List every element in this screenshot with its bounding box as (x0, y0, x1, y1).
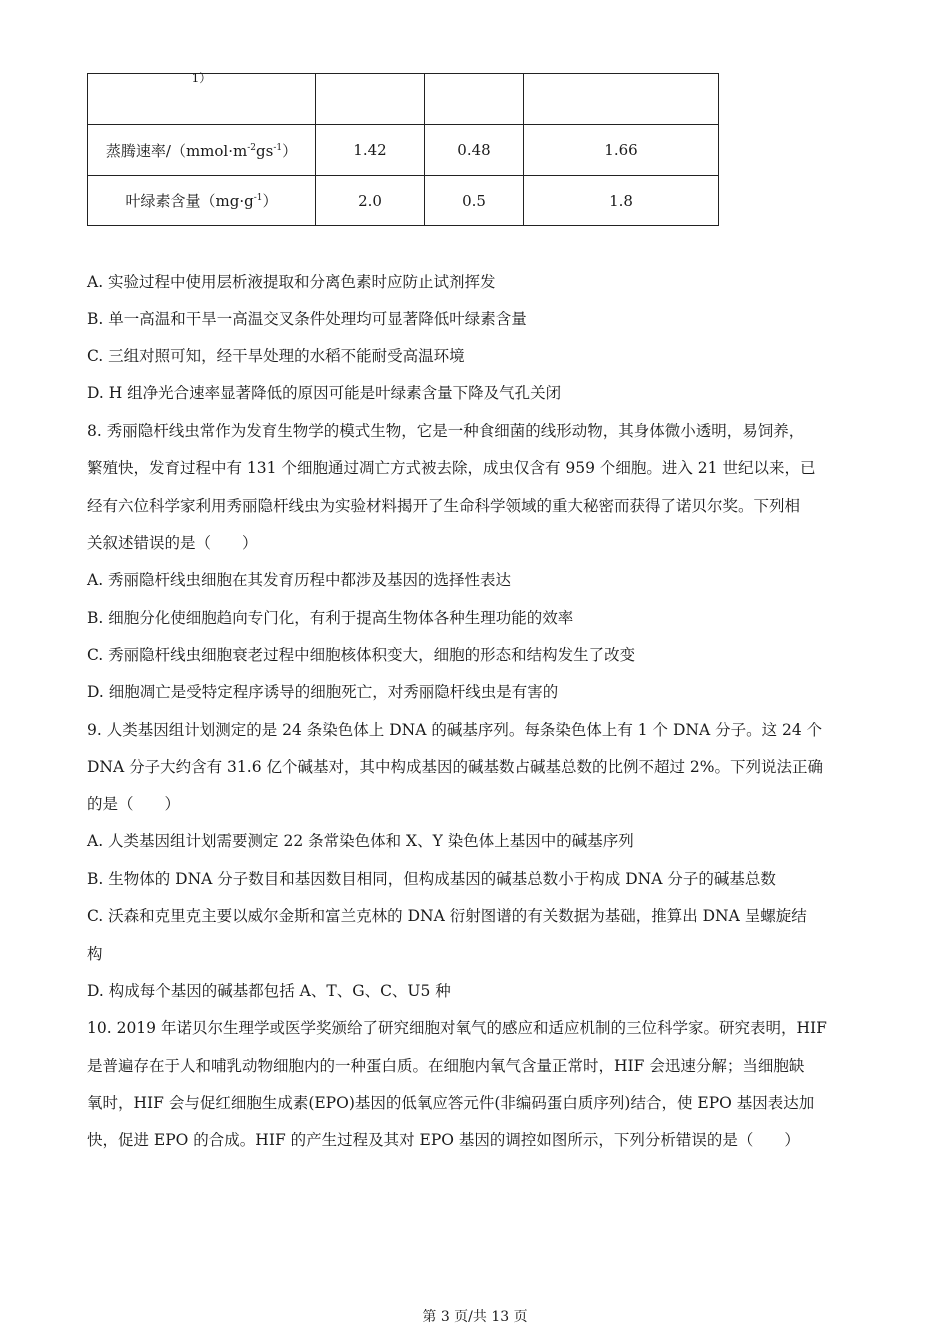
question-text-line: 的是（ ） (87, 795, 181, 813)
page-footer: 第 3 页/共 13 页 (422, 1309, 528, 1325)
data-table (87, 73, 719, 226)
table-cell: 1.8 (524, 176, 719, 226)
option-line: C. 沃森和克里克主要以威尔金斯和富兰克林的 DNA 衍射图谱的有关数据为基础，推算出 DNA 呈螺旋结 (87, 907, 807, 925)
question-text-line: 8. 秀丽隐杆线虫常作为发育生物学的模式生物，它是一种食细菌的线形动物，其身体微小透明，易饲养， (87, 422, 805, 440)
option-line: C. 三组对照可知，经干旱处理的水稻不能耐受高温环境 (87, 347, 465, 365)
table-cell: 2.0 (316, 176, 425, 226)
question-text-line: 9. 人类基因组计划测定的是 24 条染色体上 DNA 的碱基序列。每条染色体上有 1 个 DNA 分子。这 24 个 (87, 721, 823, 739)
option-line: C. 秀丽隐杆线虫细胞衰老过程中细胞核体积变大，细胞的形态和结构发生了改变 (87, 646, 636, 664)
table-cell (425, 74, 524, 125)
table-cell (316, 74, 425, 125)
table-cell: 0.5 (425, 176, 524, 226)
option-line: D. 构成每个基因的碱基都包括 A、T、G、C、U5 种 (87, 982, 451, 1000)
option-line: A. 秀丽隐杆线虫细胞在其发育历程中都涉及基因的选择性表达 (87, 571, 512, 589)
option-line: A. 实验过程中使用层析液提取和分离色素时应防止试剂挥发 (87, 273, 496, 291)
table-row (88, 176, 719, 226)
question-text-line: 繁殖快，发育过程中有 131 个细胞通过凋亡方式被去除，成虫仅含有 959 个细胞。进入 21 世纪以来，已 (87, 459, 816, 477)
table-cell (524, 74, 719, 125)
table-row (88, 125, 719, 176)
table-cell-label: 叶绿素含量$(mg\cdot g^{-1})$ (88, 176, 316, 226)
table-cell: 1.66 (524, 125, 719, 176)
option-line: B. 生物体的 DNA 分子数目和基因数目相同，但构成基因的碱基总数小于构成 DNA 分子的碱基总数 (87, 870, 776, 888)
option-line: B. 单一高温和干旱一高温交叉条件处理均可显著降低叶绿素含量 (87, 310, 527, 328)
question-text-line: 快，促进 EPO 的合成。HIF 的产生过程及其对 EPO 基因的调控如图所示，下列分析错误的是（ ） (87, 1131, 800, 1149)
option-line: A. 人类基因组计划需要测定 22 条常染色体和 X、Y 染色体上基因中的碱基序列 (87, 832, 634, 850)
table-cell: 0.48 (425, 125, 524, 176)
question-text-line: DNA 分子大约含有 31.6 亿个碱基对，其中构成基因的碱基数占碱基总数的比例不超过 2%。下列说法正确 (87, 758, 823, 776)
option-line: B. 细胞分化使细胞趋向专门化，有利于提高生物体各种生理功能的效率 (87, 609, 574, 627)
question-text-line: 关叙述错误的是（ ） (87, 534, 258, 552)
option-line: D. 细胞凋亡是受特定程序诱导的细胞死亡，对秀丽隐杆线虫是有害的 (87, 683, 559, 701)
option-line: 构 (87, 945, 103, 963)
table-cell: 1.42 (316, 125, 425, 176)
table-cell-label: 蒸腾速率$/(mmol\cdot m^{-2}gs^{-1})$ (88, 125, 316, 176)
table-row (88, 74, 719, 125)
question-text-line: 是普遍存在于人和哺乳动物细胞内的一种蛋白质。在细胞内氧气含量正常时，HIF 会迅速分解；当细胞缺 (87, 1057, 805, 1075)
question-text-line: 10. 2019 年诺贝尔生理学或医学奖颁给了研究细胞对氧气的感应和适应机制的三位科学家。研究表明，HIF (87, 1019, 827, 1037)
question-text-line: 氧时，HIF 会与促红细胞生成素(EPO)基因的低氧应答元件(非编码蛋白质序列)结合，使 EPO 基因表达加 (87, 1094, 815, 1112)
option-line: D. H 组净光合速率显著降低的原因可能是叶绿素含量下降及气孔关闭 (87, 384, 562, 402)
question-text-line: 经有六位科学家利用秀丽隐杆线虫为实验材料揭开了生命科学领域的重大秘密而获得了诺贝尔奖。下列相 (87, 497, 801, 515)
table-cell-label: 1） (88, 74, 316, 125)
